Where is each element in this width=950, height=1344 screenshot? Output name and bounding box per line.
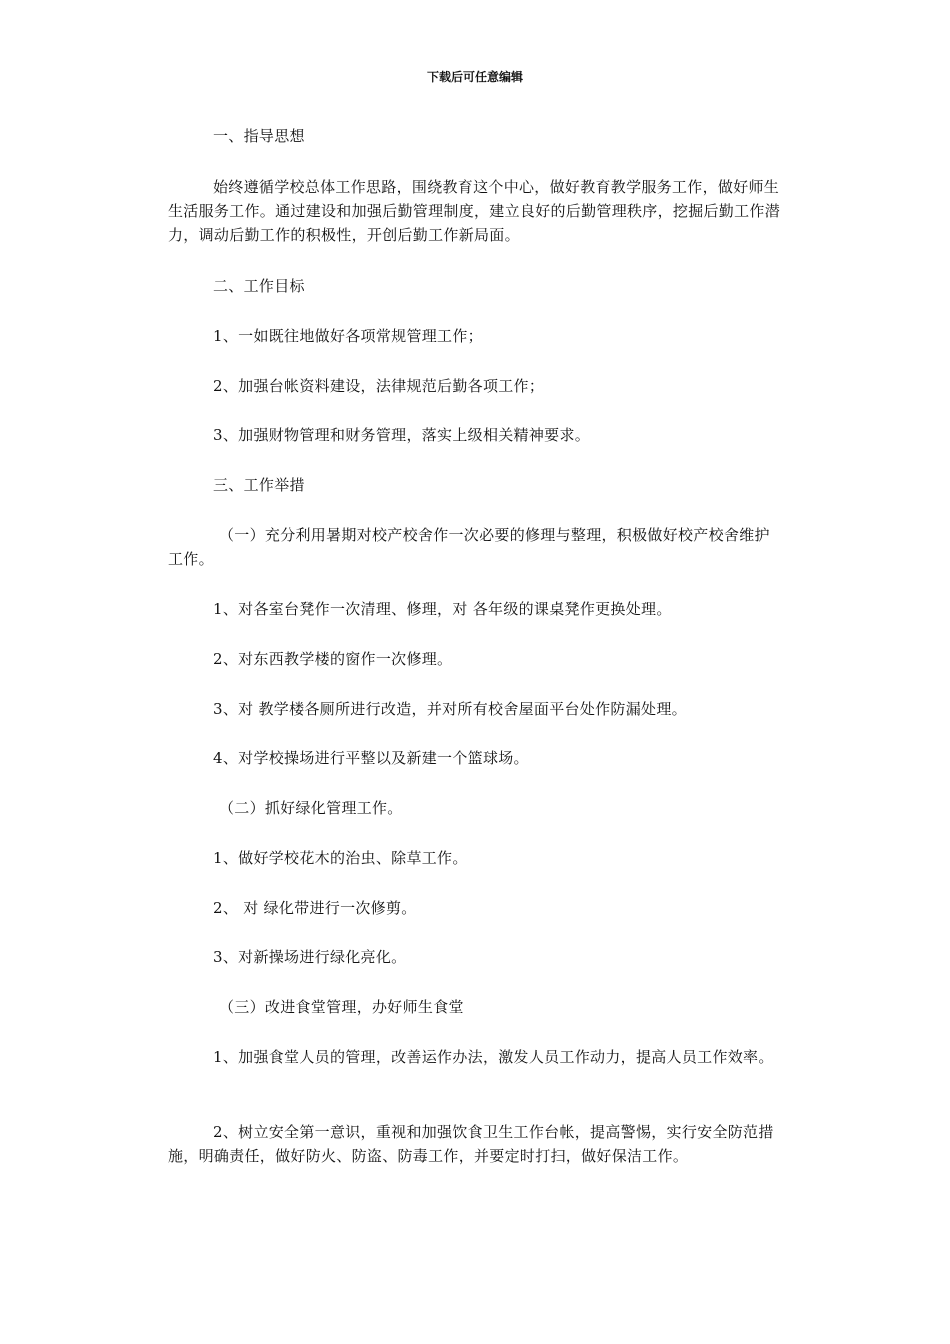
goal-item-1: 1、一如既往地做好各项常规管理工作； bbox=[213, 327, 483, 345]
section-1-body: 始终遵循学校总体工作思路，围绕教育这个中心，做好教育教学服务工作，做好师生生活服务工作。通过建设和加强后勤管理制度，建立良好的后勤管理秩序，挖掘后勤工作潜力，调动后勤工作的积极性，开创后勤工作新局面。 bbox=[168, 178, 781, 244]
section-1-heading: 一、指导思想 bbox=[213, 127, 305, 145]
repair-item-3: 3、对 教学楼各厕所进行改造，并对所有校舍屋面平台处作防漏处理。 bbox=[213, 700, 687, 718]
subsection-3-heading: （三）改进食堂管理，办好师生食堂 bbox=[219, 998, 464, 1016]
goal-item-3: 3、加强财物管理和财务管理，落实上级相关精神要求。 bbox=[213, 426, 591, 444]
greening-item-2: 2、 对 绿化带进行一次修剪。 bbox=[213, 899, 417, 917]
repair-item-4: 4、对学校操场进行平整以及新建一个篮球场。 bbox=[213, 749, 529, 767]
section-2-heading: 二、工作目标 bbox=[213, 277, 305, 295]
subsection-2-heading: （二）抓好绿化管理工作。 bbox=[219, 799, 403, 817]
section-3-heading: 三、工作举措 bbox=[213, 476, 305, 494]
greening-item-3: 3、对新操场进行绿化亮化。 bbox=[213, 948, 407, 966]
goal-item-2: 2、加强台帐资料建设，法律规范后勤各项工作； bbox=[213, 377, 545, 395]
subsection-1-heading: （一）充分利用暑期对校产校舍作一次必要的修理与整理，积极做好校产校舍维护工作。 bbox=[168, 526, 770, 568]
canteen-item-1: 1、加强食堂人员的管理，改善运作办法，激发人员工作动力，提高人员工作效率。 bbox=[213, 1048, 774, 1066]
repair-item-2: 2、对东西教学楼的窗作一次修理。 bbox=[213, 650, 453, 668]
greening-item-1: 1、做好学校花木的治虫、除草工作。 bbox=[213, 849, 468, 867]
page-header: 下载后可任意编辑 bbox=[426, 70, 523, 84]
canteen-item-2: 2、树立安全第一意识，重视和加强饮食卫生工作台帐，提高警惕，实行安全防范措施，明确责任，做好防火、防盗、防毒工作，并要定时打扫，做好保洁工作。 bbox=[168, 1123, 774, 1165]
repair-item-1: 1、对各室台凳作一次清理、修理，对 各年级的课桌凳作更换处理。 bbox=[213, 600, 672, 618]
